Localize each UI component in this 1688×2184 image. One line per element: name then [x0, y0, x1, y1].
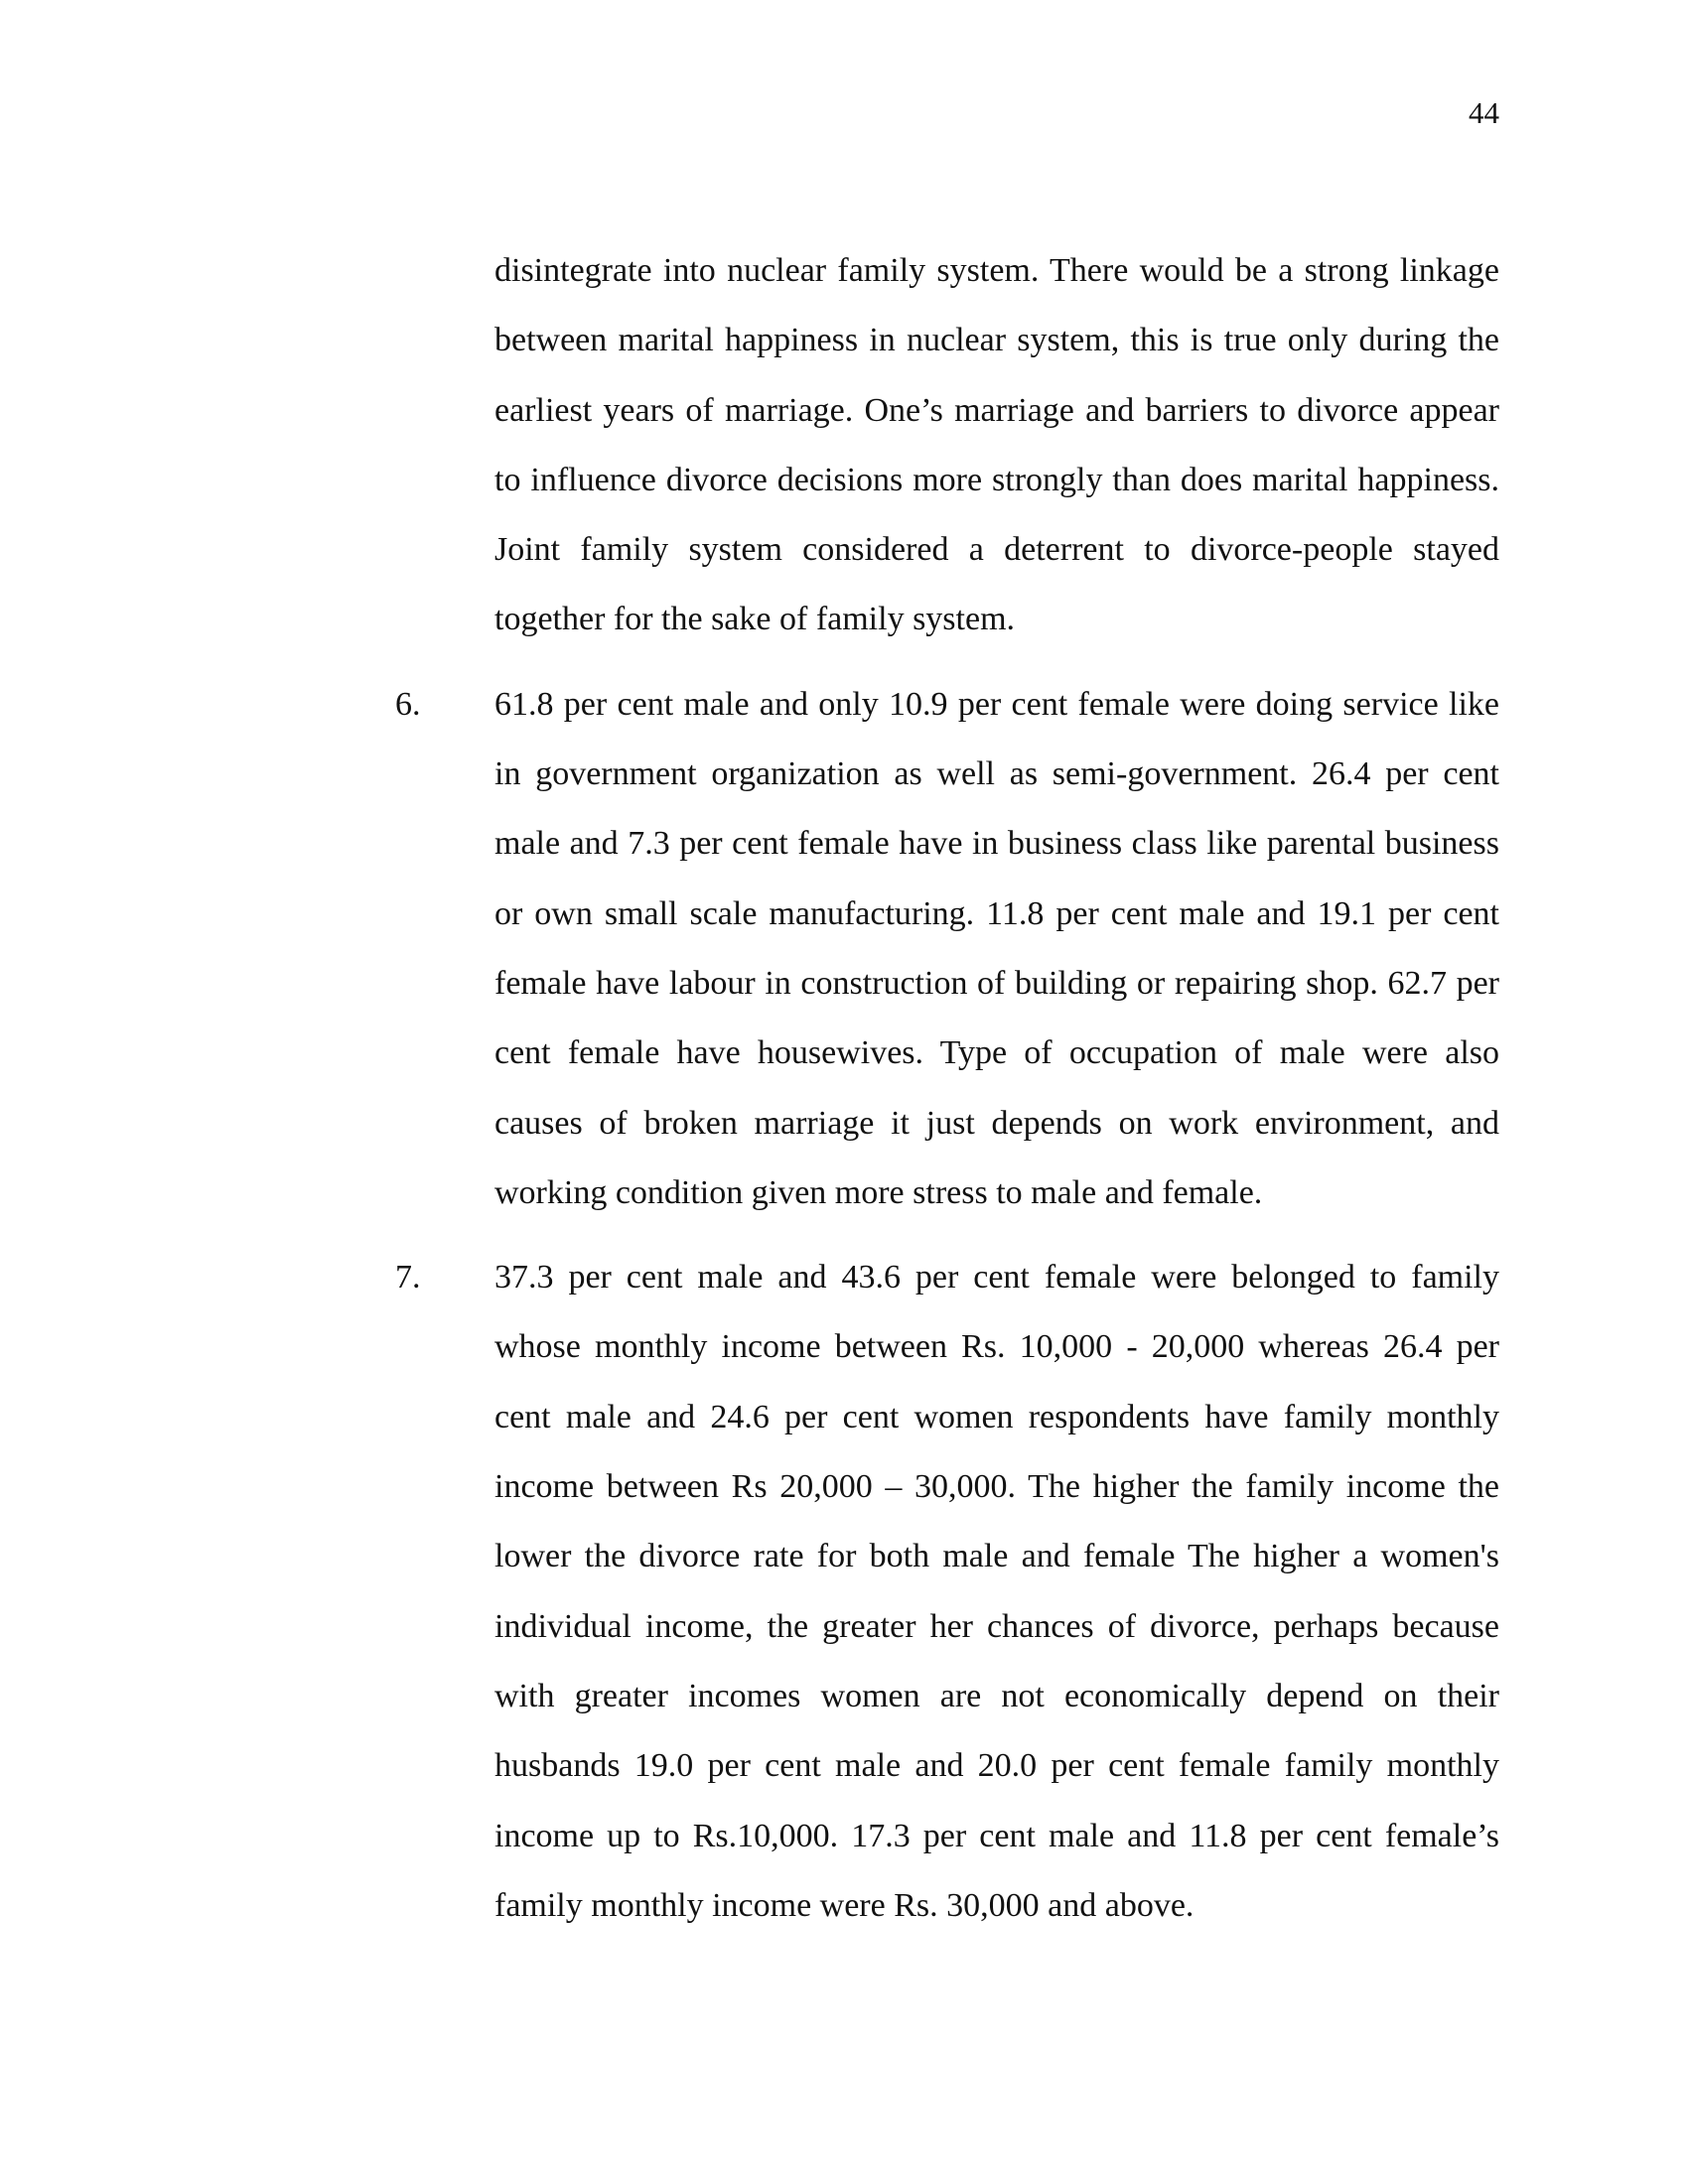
page-body [0, 236, 1688, 1941]
list-item-7 [0, 1243, 1688, 1941]
list-item-number: 7. [395, 1259, 421, 1297]
list-item-number: 6. [395, 685, 421, 723]
intro-paragraph: disintegrate into nuclear family system. There would be a strong linkage between marital happiness in nuclear system, this is true only during the earliest years of marriage. One’s marriage and barriers to divorce appear to influence divorce decisions more strongly than does marital happiness. Joint family system considered a deterrent to divorce-people stayed together for the sake of family system. [494, 252, 1499, 638]
list-item-text: 61.8 per cent male and only 10.9 per cent female were doing service like in government organization as well as semi-government. 26.4 per cent male and 7.3 per cent female have in business class like parental business or own small scale manufacturing. 11.8 per cent male and 19.1 per cent female have labour in construction of building or repairing shop. 62.7 per cent female have housewives. Type of occupation of male were also causes of broken marriage it just depends on work environment, and working condition given more stress to male and female. [494, 685, 1499, 1211]
list-item-6 [0, 670, 1688, 1228]
list-item-text: 37.3 per cent male and 43.6 per cent female were belonged to family whose monthly income between Rs. 10,000 - 20,000 whereas 26.4 per cent male and 24.6 per cent women respondents have family monthly income between Rs 20,000 – 30,000. The higher the family income the lower the divorce rate for both male and female The higher a women's individual income, the greater her chances of divorce, perhaps because with greater incomes women are not economically depend on their husbands 19.0 per cent male and 20.0 per cent female family monthly income up to Rs.10,000. 17.3 per cent male and 11.8 per cent female’s family monthly income were Rs. 30,000 and above. [494, 1259, 1499, 1924]
page-number: 44 [1469, 95, 1499, 130]
